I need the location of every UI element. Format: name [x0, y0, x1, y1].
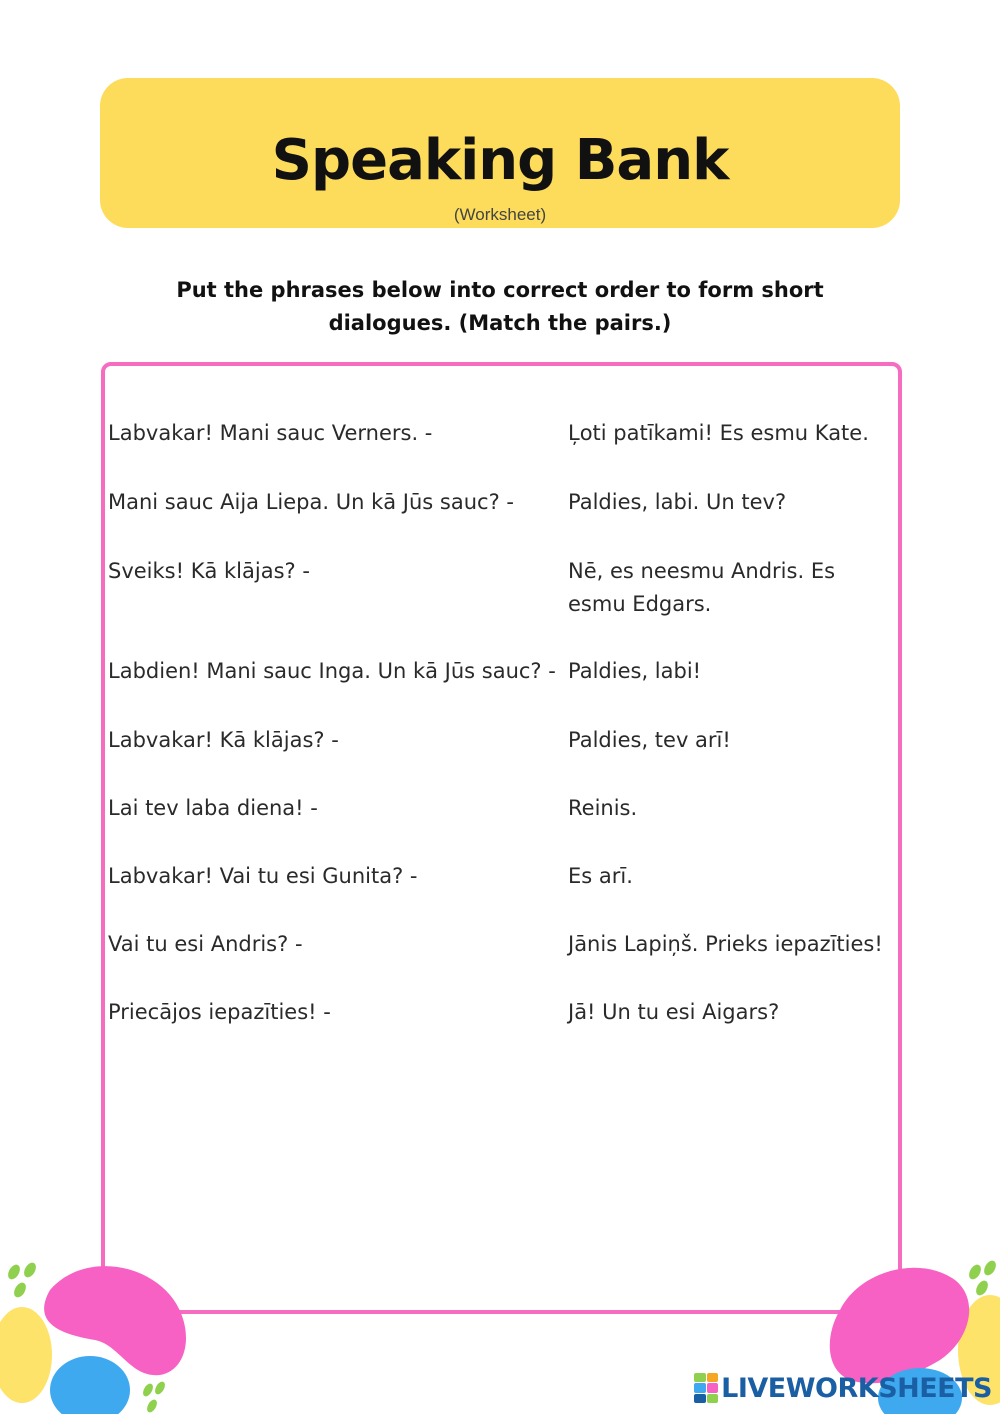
instructions-text: Put the phrases below into correct order to form short dialogues. (Match the pairs.) [176, 278, 824, 335]
left-phrase-item: Labdien! Mani sauc Inga. Un kā Jūs sauc? - [108, 659, 556, 683]
green-dot-shape [22, 1261, 39, 1280]
page-title: Speaking Bank [271, 128, 729, 193]
green-dot-shape [967, 1263, 984, 1282]
liveworksheets-logo-text: LIVEWORKSHEETS [721, 1372, 992, 1404]
green-dot-shape [141, 1382, 155, 1398]
green-dot-shape [153, 1380, 167, 1396]
green-dot-shape [145, 1398, 159, 1414]
right-phrase-item: Reinis. [568, 796, 638, 820]
decorative-blobs-left [0, 1250, 200, 1414]
right-phrase-item: Nē, es neesmu Andris. Es esmu Edgars. [568, 559, 836, 616]
left-phrase-item: Labvakar! Mani sauc Verners. - [108, 421, 433, 445]
right-phrase-item: Paldies, tev arī! [568, 728, 731, 752]
liveworksheets-logo-icon [694, 1373, 718, 1403]
pink-blob-shape [44, 1266, 186, 1375]
right-phrase-item: Paldies, labi. Un tev? [568, 490, 787, 514]
blue-blob-shape [50, 1356, 130, 1414]
green-dot-shape [12, 1281, 29, 1300]
right-phrase-item: Es arī. [568, 864, 633, 888]
green-dot-shape [6, 1263, 23, 1282]
right-phrase-item: Jā! Un tu esi Aigars? [568, 1000, 780, 1024]
left-phrase-item: Sveiks! Kā klājas? - [108, 559, 310, 583]
page-subtitle: (Worksheet) [453, 205, 547, 224]
left-phrase-item: Vai tu esi Andris? - [108, 932, 303, 956]
right-phrase-item: Jānis Lapiņš. Prieks iepazīties! [568, 932, 883, 956]
left-phrase-item: Priecājos iepazīties! - [108, 1000, 331, 1024]
right-phrase-item: Ļoti patīkami! Es esmu Kate. [568, 421, 869, 445]
left-phrase-item: Mani sauc Aija Liepa. Un kā Jūs sauc? - [108, 490, 514, 514]
left-phrase-item: Lai tev laba diena! - [108, 796, 318, 820]
left-phrase-item: Labvakar! Kā klājas? - [108, 728, 339, 752]
liveworksheets-logo[interactable] [694, 1370, 992, 1406]
yellow-blob-shape [0, 1307, 52, 1403]
green-dot-shape [974, 1279, 991, 1298]
pink-blob-shape [830, 1268, 969, 1383]
green-dot-shape [982, 1259, 999, 1278]
right-phrase-item: Paldies, labi! [568, 659, 702, 683]
left-phrase-item: Labvakar! Vai tu esi Gunita? - [108, 864, 418, 888]
